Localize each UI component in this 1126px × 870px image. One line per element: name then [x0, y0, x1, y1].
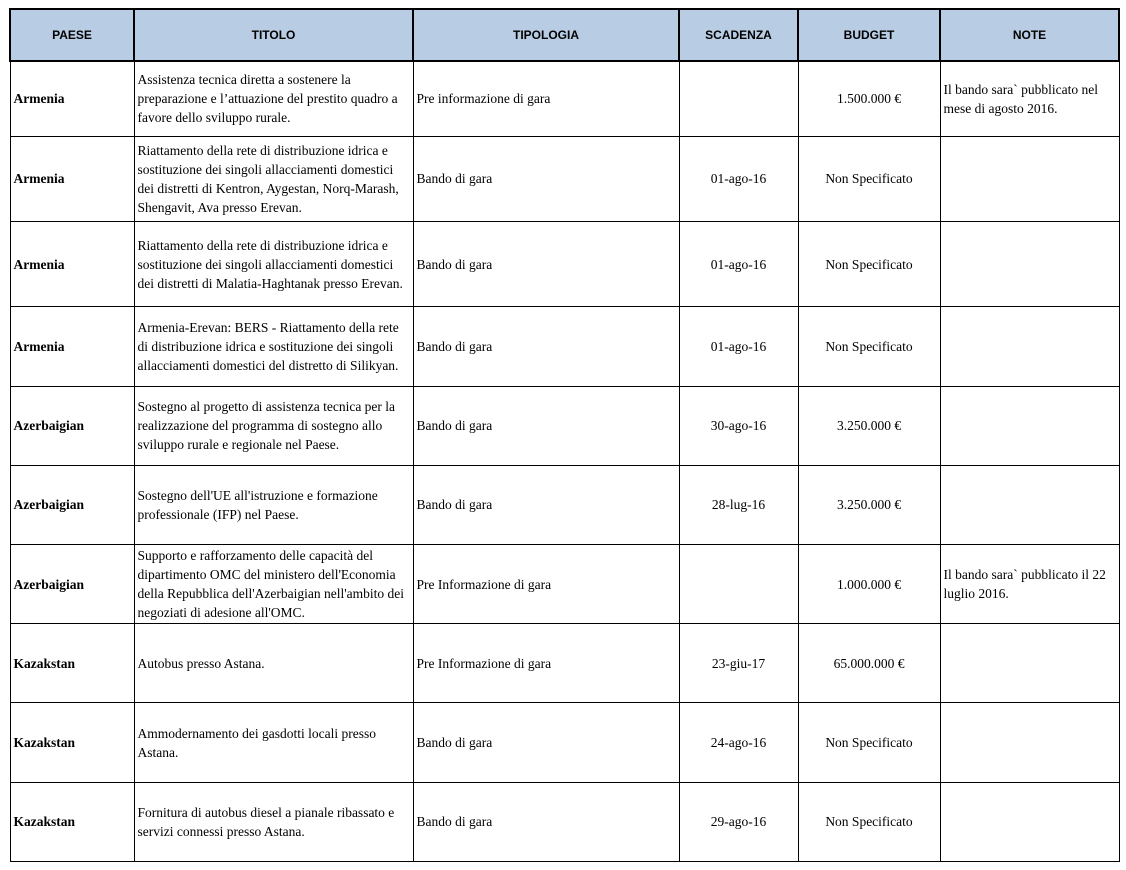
cell-budget: 3.250.000 €	[798, 465, 940, 544]
cell-paese: Armenia	[10, 136, 134, 221]
cell-titolo: Armenia-Erevan: BERS - Riattamento della rete di distribuzione idrica e sostituzione dei singoli allacciamenti domestici del distretto di Silikyan.	[134, 307, 413, 386]
table-row	[10, 222, 1119, 307]
cell-budget: 65.000.000 €	[798, 624, 940, 703]
cell-tipologia: Bando di gara	[413, 782, 679, 861]
table-row	[10, 782, 1119, 861]
cell-titolo: Supporto e rafforzamento delle capacità del dipartimento OMC del ministero dell'Economia della Repubblica dell'Azerbaigian nell'ambito dei negoziati di adesione all'OMC.	[134, 544, 413, 623]
cell-note	[940, 465, 1119, 544]
header-note: NOTE	[940, 9, 1119, 61]
cell-paese: Azerbaigian	[10, 386, 134, 465]
cell-paese: Armenia	[10, 61, 134, 136]
cell-paese: Azerbaigian	[10, 465, 134, 544]
cell-scadenza: 28-lug-16	[679, 465, 798, 544]
cell-note	[940, 307, 1119, 386]
cell-titolo: Autobus presso Astana.	[134, 624, 413, 703]
cell-note	[940, 386, 1119, 465]
header-tipologia: TIPOLOGIA	[413, 9, 679, 61]
table-row	[10, 61, 1119, 136]
cell-scadenza	[679, 544, 798, 623]
table-row	[10, 307, 1119, 386]
cell-titolo: Riattamento della rete di distribuzione idrica e sostituzione dei singoli allacciamenti domestici dei distretti di Malatia-Haghtanak presso Erevan.	[134, 222, 413, 307]
table-row	[10, 386, 1119, 465]
header-row	[10, 9, 1119, 61]
cell-note: Il bando sara` pubblicato il 22 luglio 2016.	[940, 544, 1119, 623]
cell-tipologia: Pre informazione di gara	[413, 61, 679, 136]
cell-scadenza: 01-ago-16	[679, 307, 798, 386]
table-row	[10, 703, 1119, 782]
cell-budget: Non Specificato	[798, 307, 940, 386]
cell-titolo: Fornitura di autobus diesel a pianale ribassato e servizi connessi presso Astana.	[134, 782, 413, 861]
table-row	[10, 624, 1119, 703]
header-scadenza: SCADENZA	[679, 9, 798, 61]
cell-tipologia: Bando di gara	[413, 386, 679, 465]
table-row	[10, 465, 1119, 544]
cell-budget: 3.250.000 €	[798, 386, 940, 465]
table-row	[10, 544, 1119, 623]
cell-budget: Non Specificato	[798, 703, 940, 782]
cell-note	[940, 782, 1119, 861]
cell-paese: Azerbaigian	[10, 544, 134, 623]
table-row	[10, 136, 1119, 221]
cell-tipologia: Bando di gara	[413, 465, 679, 544]
cell-titolo: Sostegno al progetto di assistenza tecnica per la realizzazione del programma di sostegno allo sviluppo rurale e regionale nel Paese.	[134, 386, 413, 465]
cell-budget: Non Specificato	[798, 136, 940, 221]
cell-note: Il bando sara` pubblicato nel mese di agosto 2016.	[940, 61, 1119, 136]
cell-paese: Kazakstan	[10, 782, 134, 861]
cell-scadenza: 01-ago-16	[679, 222, 798, 307]
header-titolo: TITOLO	[134, 9, 413, 61]
cell-note	[940, 624, 1119, 703]
cell-budget: 1.500.000 €	[798, 61, 940, 136]
cell-paese: Kazakstan	[10, 703, 134, 782]
cell-titolo: Riattamento della rete di distribuzione idrica e sostituzione dei singoli allacciamenti domestici dei distretti di Kentron, Aygestan, Norq-Marash, Shengavit, Ava presso Erevan.	[134, 136, 413, 221]
cell-titolo: Ammodernamento dei gasdotti locali presso Astana.	[134, 703, 413, 782]
cell-scadenza: 30-ago-16	[679, 386, 798, 465]
cell-note	[940, 136, 1119, 221]
cell-titolo: Sostegno dell'UE all'istruzione e formazione professionale (IFP) nel Paese.	[134, 465, 413, 544]
cell-scadenza: 23-giu-17	[679, 624, 798, 703]
cell-paese: Armenia	[10, 307, 134, 386]
cell-budget: 1.000.000 €	[798, 544, 940, 623]
cell-scadenza: 01-ago-16	[679, 136, 798, 221]
cell-scadenza: 24-ago-16	[679, 703, 798, 782]
cell-budget: Non Specificato	[798, 782, 940, 861]
cell-tipologia: Bando di gara	[413, 222, 679, 307]
cell-tipologia: Bando di gara	[413, 136, 679, 221]
cell-tipologia: Pre Informazione di gara	[413, 624, 679, 703]
cell-tipologia: Bando di gara	[413, 703, 679, 782]
cell-note	[940, 222, 1119, 307]
cell-scadenza: 29-ago-16	[679, 782, 798, 861]
cell-titolo: Assistenza tecnica diretta a sostenere la preparazione e l’attuazione del prestito quadro a favore dello sviluppo rurale.	[134, 61, 413, 136]
cell-tipologia: Bando di gara	[413, 307, 679, 386]
tenders-table	[9, 8, 1120, 862]
cell-budget: Non Specificato	[798, 222, 940, 307]
cell-note	[940, 703, 1119, 782]
cell-paese: Armenia	[10, 222, 134, 307]
cell-tipologia: Pre Informazione di gara	[413, 544, 679, 623]
header-paese: PAESE	[10, 9, 134, 61]
cell-paese: Kazakstan	[10, 624, 134, 703]
cell-scadenza	[679, 61, 798, 136]
header-budget: BUDGET	[798, 9, 940, 61]
